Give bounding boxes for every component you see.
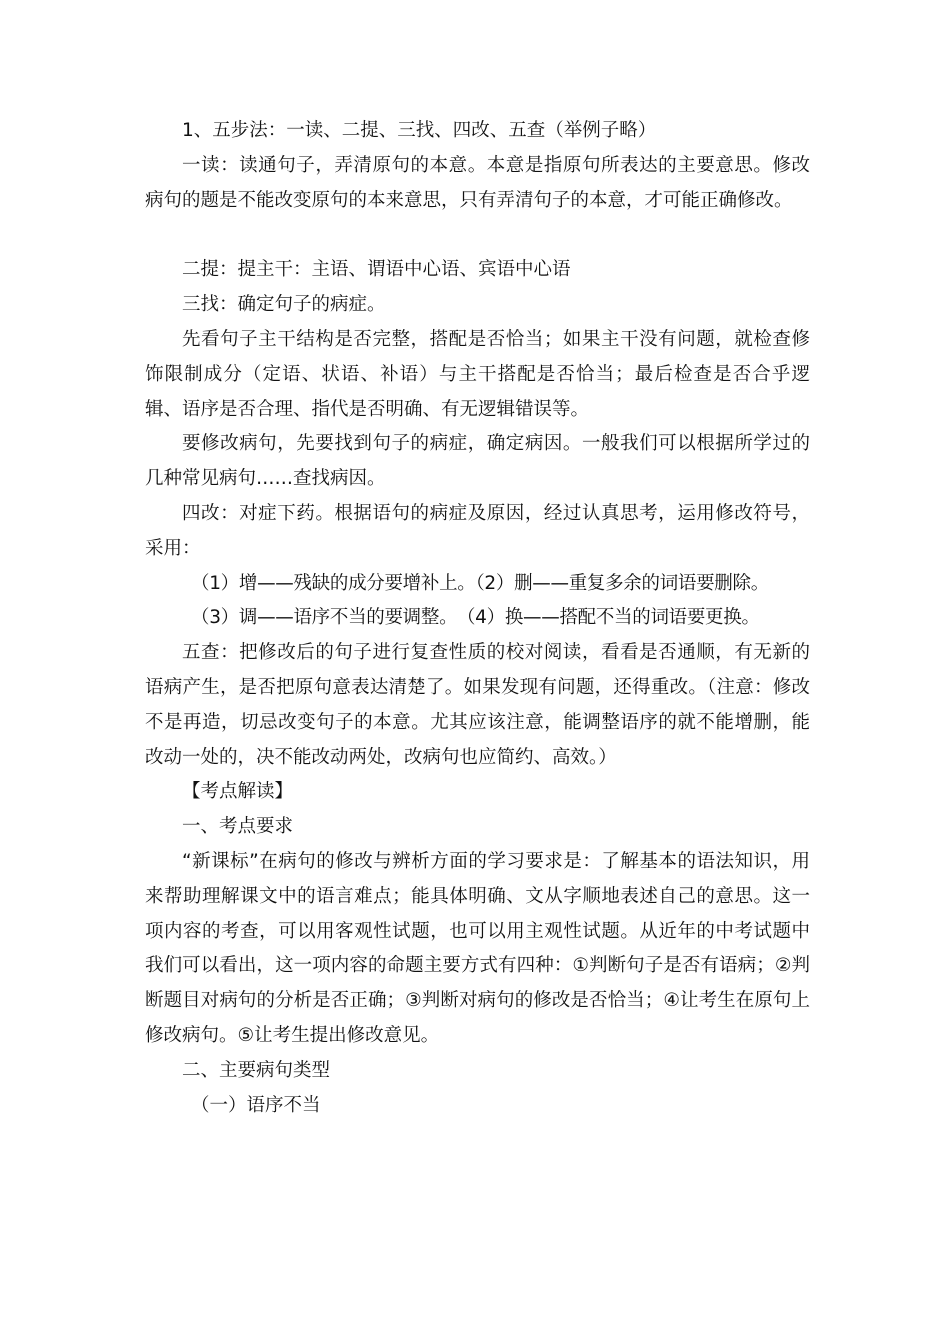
- heading-word-order: （一）语序不当: [191, 1094, 321, 1116]
- para-find-cause: 要修改病句，先要找到句子的病症，确定病因。一般我们可以根据所学过的几种常见病句……查找病因。: [145, 433, 810, 490]
- para-step-modify: 四改：对症下药。根据语句的病症及原因，经过认真思考，运用修改符号，采用：: [145, 502, 810, 559]
- para-add-delete: （1）增——残缺的成分要增补上。（2）删——重复多余的词语要删除。: [191, 572, 769, 594]
- heading-requirements: 一、考点要求: [182, 816, 294, 838]
- para-curriculum: “新课标”在病句的修改与辨析方面的学习要求是：了解基本的语法知识，用来帮助理解课文中的语言难点；能具体明确、文从字顺地表述自己的意思。这一项内容的考查，可以用客观性试题，也可以用主观性试题。从近年的中考试题中我们可以看出，这一项内容的命题主要方式有四种：①判断句子是否有语病；②判断题目对病句的分析是否正确；③判断对病句的修改是否恰当；④让考生在原句上修改病句。⑤让考生提出修改意见。: [145, 850, 810, 1046]
- document-body: [145, 114, 810, 1123]
- para-adjust-replace: （3）调——语序不当的要调整。 （4）换——搭配不当的词语要更换。: [191, 607, 760, 629]
- para-five-steps: 1、五步法：一读、二提、三找、四改、五查（举例子略）: [182, 120, 657, 141]
- blank-line: [145, 218, 810, 253]
- heading-sentence-types: 二、主要病句类型: [182, 1059, 331, 1081]
- para-step-find: 三找：确定句子的病症。: [182, 294, 386, 316]
- para-step-check: 五查：把修改后的句子进行复查性质的校对阅读，看看是否通顺，有无新的语病产生，是否把原句意表达清楚了。如果发现有问题，还得重改。（注意：修改不是再造，切忌改变句子的本意。尤其应该注意，能调整语序的就不能增删，能改动一处的，决不能改动两处，改病句也应简约、高效。）: [145, 642, 810, 768]
- para-step-extract: 二提：提主干：主语、谓语中心语、宾语中心语: [182, 259, 571, 281]
- para-step-read: 一读：读通句子，弄清原句的本意。本意是指原句所表达的主要意思。修改病句的题是不能改变原句的本来意思，只有弄清句子的本意，才可能正确修改。: [145, 154, 810, 211]
- section-heading-exam-points: 【考点解读】: [182, 781, 294, 803]
- para-check-structure: 先看句子主干结构是否完整，搭配是否恰当；如果主干没有问题，就检查修饰限制成分（定语、状语、补语）与主干搭配是否恰当；最后检查是否合乎逻辑、语序是否合理、指代是否明确、有无逻辑错误等。: [145, 328, 810, 420]
